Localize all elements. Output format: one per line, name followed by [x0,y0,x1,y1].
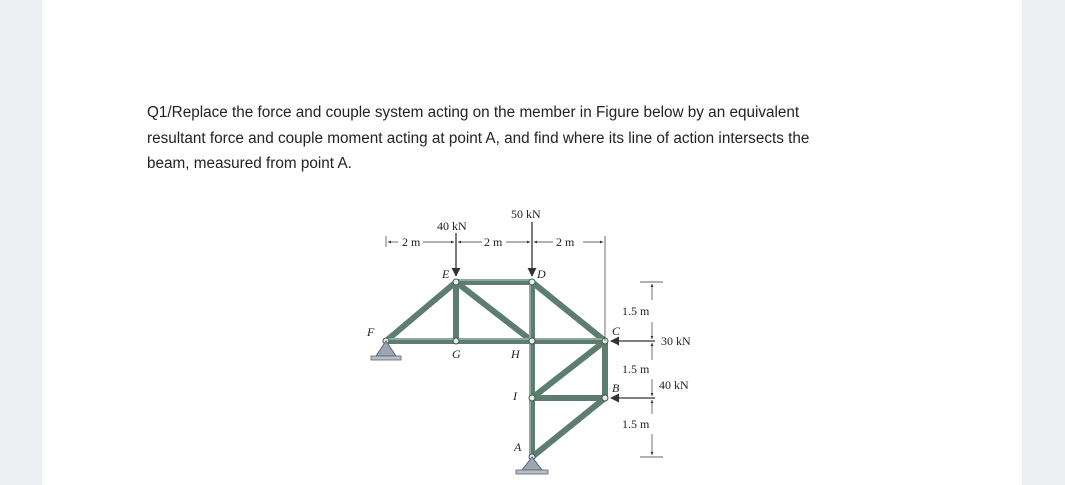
joint-B [602,395,608,401]
joint-D [529,279,535,285]
force-50kN-label: 50 kN [511,207,541,221]
label-A: A [514,440,522,454]
joints [383,279,608,460]
label-H: H [511,347,520,361]
label-G: G [452,347,461,361]
label-F: F [367,325,375,339]
label-I: I [513,389,517,403]
question-text: Q1/Replace the force and couple system acting on the member in Figure below by an equivalent resultant force and couple moment acting at point A, and find where its line of action intersects the beam, measured from point A. [147,104,810,172]
joint-H [529,338,535,344]
dim-2m-3: 2 m [556,235,575,249]
joint-G [453,338,459,344]
label-D: D [537,267,546,281]
member-FE [386,282,456,341]
member-CI [532,341,605,398]
dim-2m-2: 2 m [484,235,503,249]
support-A [516,457,548,474]
label-E: E [442,267,450,281]
force-30kN-label: 30 kN [661,334,691,348]
label-C: C [612,324,621,338]
force-40kN-label: 40 kN [437,219,467,233]
joint-E [453,279,459,285]
force-40kN-right-label: 40 kN [659,378,689,392]
dim-2m-1: 2 m [402,235,421,249]
dim-1.5m-3: 1.5 m [622,417,650,431]
member-DC [532,282,605,341]
member-EH [456,282,532,341]
truss-members [386,282,605,457]
dim-1.5m-2: 1.5 m [622,362,650,376]
member-BA [532,398,605,457]
dim-1.5m-1: 1.5 m [622,304,650,318]
label-B: B [612,381,620,395]
joint-I [529,395,535,401]
